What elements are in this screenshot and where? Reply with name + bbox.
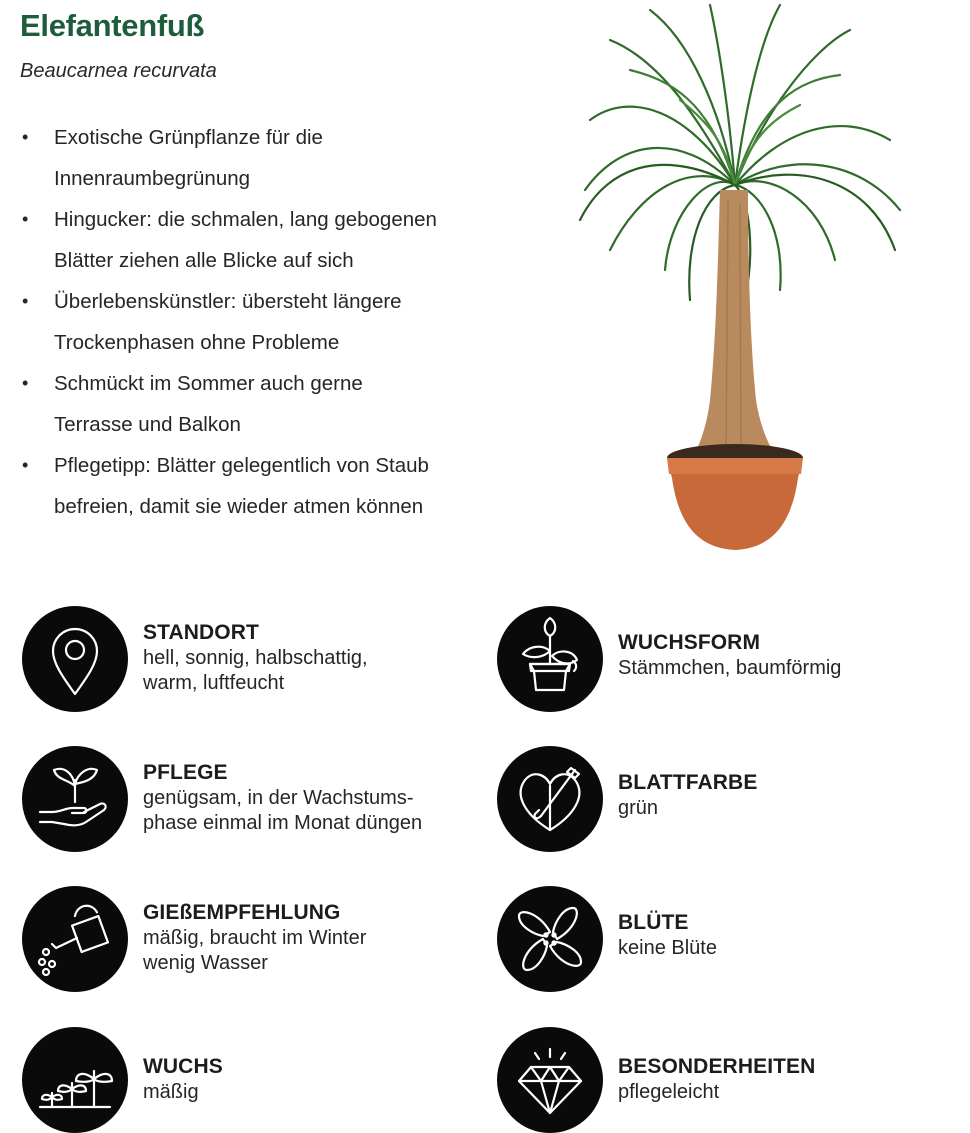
feature-besonderheiten	[497, 1027, 957, 1133]
feature-value: mäßig, braucht im Winter	[143, 927, 367, 949]
leaf-brush-icon	[497, 746, 603, 852]
hand-seedling-icon	[22, 746, 128, 852]
bullet-dot-icon: •	[22, 373, 29, 393]
bullet-item: • Pflegetipp: Blätter gelegentlich von Staub befreien, damit sie wieder atmen können	[22, 445, 492, 527]
bullet-item: • Exotische Grünpflanze für die Innenraumbegrünung	[22, 117, 492, 199]
feature-standort	[22, 606, 482, 712]
feature-value: Stämmchen, baumförmig	[618, 657, 842, 679]
feature-label: WUCHS	[143, 1055, 223, 1078]
feature-label: STANDORT	[143, 621, 259, 644]
product-title: Elefantenfuß	[20, 8, 205, 43]
diamond-icon	[497, 1027, 603, 1133]
feature-value: warm, luftfeucht	[143, 672, 285, 694]
location-pin-icon	[22, 606, 128, 712]
feature-label: BLÜTE	[618, 911, 689, 934]
bullet-item: • Schmückt im Sommer auch gerne Terrasse und Balkon	[22, 363, 492, 445]
feature-giessempfehlung	[22, 886, 482, 992]
feature-value: wenig Wasser	[143, 952, 268, 974]
bullet-dot-icon: •	[22, 209, 29, 229]
product-botanical-name: Beaucarnea recurvata	[20, 60, 217, 82]
feature-value: pflegeleicht	[618, 1081, 720, 1103]
feature-value: keine Blüte	[618, 937, 717, 959]
bullet-item: • Hingucker: die schmalen, lang gebogenen Blätter ziehen alle Blicke auf sich	[22, 199, 492, 281]
feature-pflege	[22, 746, 482, 852]
feature-bullet-list	[22, 117, 492, 527]
bullet-dot-icon: •	[22, 291, 29, 311]
feature-label: GIEßEMPFEHLUNG	[143, 901, 341, 924]
growing-sprouts-icon	[22, 1027, 128, 1133]
feature-wuchsform	[497, 606, 957, 712]
feature-value: genügsam, in der Wachstums-	[143, 787, 414, 809]
feature-label: PFLEGE	[143, 761, 228, 784]
flower-icon	[497, 886, 603, 992]
plant-image	[570, 0, 910, 560]
feature-bluete	[497, 886, 957, 992]
feature-label: BESONDERHEITEN	[618, 1055, 816, 1078]
bullet-item: • Überlebenskünstler: übersteht längere Trockenphasen ohne Probleme	[22, 281, 492, 363]
plant-trunk	[682, 190, 788, 475]
feature-label: WUCHSFORM	[618, 631, 761, 654]
feature-value: hell, sonnig, halbschattig,	[143, 647, 368, 669]
feature-wuchs	[22, 1027, 482, 1133]
feature-value: mäßig	[143, 1081, 199, 1103]
potted-plant-icon	[497, 606, 603, 712]
feature-value: grün	[618, 797, 659, 819]
watering-can-icon	[22, 886, 128, 992]
feature-label: BLATTFARBE	[618, 771, 758, 794]
feature-blattfarbe	[497, 746, 957, 852]
bullet-dot-icon: •	[22, 127, 29, 147]
bullet-dot-icon: •	[22, 455, 29, 475]
feature-value: phase einmal im Monat düngen	[143, 812, 423, 834]
